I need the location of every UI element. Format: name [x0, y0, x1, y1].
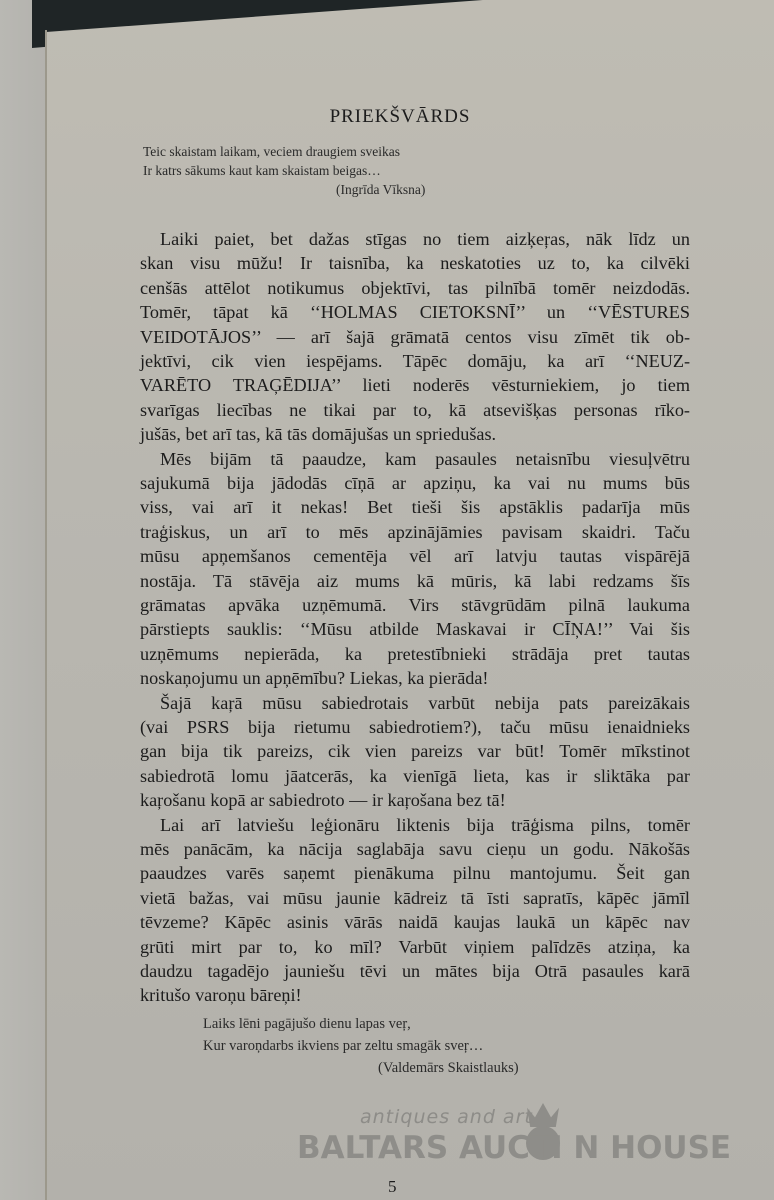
epigraph-author: (Ingrīda Vīksna) [336, 182, 426, 197]
body-line: pārstiepts sauklis: ‘‘Mūsu atbilde Maskavai ir CĪŅA!’’ Vai šis [140, 619, 690, 640]
page-title: PRIEKŠVĀRDS [329, 106, 471, 127]
body-line: nostāja. Tā stāvēja aiz mums kā mūris, kā labi redzams šīs [140, 570, 690, 591]
closing-poem-author: (Valdemārs Skaistlauks) [378, 1060, 519, 1076]
epigraph-line: Teic skaistam laikam, veciem draugiem sveikas [143, 144, 400, 159]
body-line: mēs panācām, ka nācija saglabāja savu cieņu un godu. Nākošās [140, 839, 690, 859]
body-line: gan bija tik pareizs, cik vien pareizs var būt! Tomēr mīkstinot [140, 741, 690, 762]
body-line: daudzu tagadējo jauniešu tēvi un mātes bija Otrā pasaules karā [140, 961, 690, 981]
body-line: viss, vai arī it nekas! Bet tieši šis apstāklis padarīja mūs [140, 497, 690, 518]
body-line: Šajā kaŗā mūsu sabiedrotais varbūt nebija pats pareizākais [160, 692, 690, 713]
body-line: Lai arī latviešu leģionāru liktenis bija trāģisma pilns, tomēr [160, 814, 690, 835]
watermark-tagline: antiques and art [360, 1106, 533, 1128]
body-line: noskaņojumu un apņēmību? Liekas, ka pierāda! [140, 668, 489, 689]
body-line: paaudzes varēs saņemt pienākuma pilnu mantojumu. Šeit gan [140, 863, 690, 884]
body-line: VARĒTO TRAĢĒDIJA’’ lieti noderēs vēsturniekiem, jo tiem [140, 375, 690, 396]
page-fold-line [45, 30, 47, 1200]
body-line: jušās, bet arī tas, kā tās domājušas un spriedušas. [140, 424, 497, 445]
body-line: mūsu apņemšanos cementēja vēl arī latvju tautas vispārējā [140, 546, 690, 567]
epigraph-line: Ir katrs sākums kaut kam skaistam beigas… [143, 163, 381, 178]
body-line: VEIDOTĀJOS’’ — arī šajā grāmatā centos visu zīmēt tik ob- [140, 326, 690, 347]
page-number: 5 [388, 1177, 397, 1196]
body-line: kaŗošanu kopā ar sabiedroto — ir kaŗošana bez tā! [140, 790, 506, 811]
body-line: (vai PSRS bija rietumu sabiedrotiem?), taču mūsu ienaidnieks [140, 717, 690, 737]
body-line: sajukumā bija jādodās cīņā ar apziņu, ka vai nu mums būs [140, 473, 690, 493]
closing-poem-line: Laiks lēni pagājušo dienu lapas veŗ, [203, 1016, 411, 1032]
body-line: svarīgas liecības ne tikai par to, kā atsevišķas personas rīko- [140, 399, 690, 420]
body-line: traģiskus, un arī to mēs apzinājāmies pavisam skaidri. Taču [140, 521, 690, 542]
body-line: jektīvi, cik vien iespējams. Tāpēc domāju, ka arī ‘‘NEUZ- [140, 351, 690, 371]
body-line: vietā bažas, vai mūsu jaunie kādreiz tā īsti sapratīs, kāpēc jāmīl [140, 887, 690, 908]
body-line: sabiedrotā lomu jāatcerās, ka vienīgā lieta, kas ir sliktāka par [140, 765, 690, 786]
body-line: kritušo varoņu bāreņi! [140, 985, 302, 1006]
body-line: Tomēr, tāpat kā ‘‘HOLMAS CIETOKSNĪ’’ un ‘‘VĒSTURES [140, 302, 690, 323]
body-line: Mēs bijām tā paaudze, kam pasaules netaisnību viesuļvētru [160, 448, 690, 469]
body-line: cenšās attēlot notikumus objektīvi, tas pilnībā tomēr neizdodās. [140, 277, 690, 298]
closing-poem-line: Kur varoņdarbs ikviens par zeltu smagāk sveŗ… [203, 1038, 484, 1054]
facing-page-edge [0, 0, 46, 1200]
body-line: tēvzeme? Kāpēc asinis vārās naidā kaujas laukā un kāpēc nav [140, 912, 690, 933]
body-line: grāmatas apvāka uzņēmumā. Virs stāvgrūdām pilnā laukuma [140, 595, 690, 615]
body-line: grūti mirt par to, ko mīl? Varbūt viņiem palīdzēs atziņa, ka [140, 936, 690, 957]
body-line: skan visu mūžu! Ir taisnība, ka neskatoties uz to, ka cilvēki [140, 253, 690, 274]
watermark-name: BALTARS AUCTI N HOUSE [297, 1130, 732, 1166]
body-line: Laiki paiet, bet dažas stīgas no tiem aizķeŗas, nāk līdz un [160, 229, 690, 249]
body-line: uzņēmums nepierāda, ka pretestībnieki strādāja pret tautas [140, 643, 690, 664]
